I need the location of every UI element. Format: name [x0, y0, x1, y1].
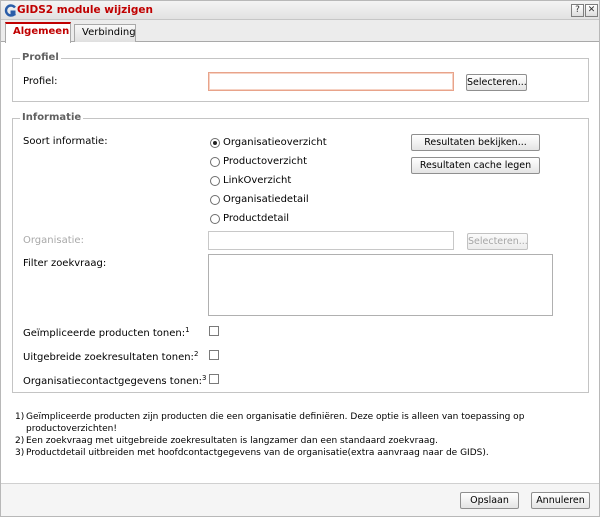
soort-informatie-label: Soort informatie:: [23, 136, 108, 147]
filter-zoekvraag-label: Filter zoekvraag:: [23, 258, 107, 269]
cancel-button[interactable]: Annuleren: [531, 492, 590, 509]
footnote-2: 2) Een zoekvraag met uitgebreide zoekresultaten is langzamer dan een standaard zoekvraag.: [15, 436, 438, 446]
radio-linkoverzicht[interactable]: [210, 176, 220, 186]
footnote-3: 3) Productdetail uitbreiden met hoofdcontactgegevens van de organisatie(extra aanvraag naar de GIDS).: [15, 448, 489, 458]
organisatie-select-button[interactable]: Selecteren...: [467, 233, 528, 250]
radio-productoverzicht[interactable]: [210, 157, 220, 167]
close-icon: ✕: [587, 5, 596, 15]
profiel-select-button[interactable]: Selecteren...: [466, 74, 527, 91]
check-label-uitgebreide: Uitgebreide zoekresultaten tonen:$^2$: [23, 350, 199, 363]
radio-organisatiedetail[interactable]: [210, 195, 220, 205]
save-button[interactable]: Opslaan: [460, 492, 519, 509]
footnote-1: 1) Geïmpliceerde producten zijn producten die een organisatie definiëren. Deze optie is alleen van toepassing op productoverzichten!: [15, 412, 525, 434]
title-bar[interactable]: [1, 1, 599, 20]
check-label-contactgegevens: Organisatiecontactgegevens tonen:$^3$: [23, 374, 207, 387]
informatie-legend: Informatie: [22, 112, 82, 123]
tab-strip: [1, 20, 599, 42]
radio-label-organisatiedetail[interactable]: Organisatiedetail: [223, 194, 309, 205]
profiel-label: Profiel:: [23, 76, 58, 87]
footnotes: [15, 411, 590, 459]
profiel-legend: Profiel: [22, 52, 59, 63]
checkbox-contactgegevens[interactable]: [209, 374, 219, 384]
radio-organisatieoverzicht[interactable]: [210, 138, 220, 148]
filter-zoekvraag-textarea[interactable]: [208, 254, 553, 316]
help-icon: ?: [575, 5, 580, 15]
close-button[interactable]: [585, 4, 598, 17]
view-results-button[interactable]: Resultaten bekijken...: [411, 134, 540, 151]
checkbox-geimpliceerde[interactable]: [209, 326, 219, 336]
check-label-geimpliceerde: Geïmpliceerde producten tonen:$^1$: [23, 326, 190, 339]
profiel-input[interactable]: [208, 72, 454, 91]
tab-algemeen[interactable]: Algemeen: [5, 22, 71, 43]
help-button[interactable]: [571, 4, 584, 17]
radio-label-productdetail[interactable]: Productdetail: [223, 213, 290, 224]
organisatie-input[interactable]: [208, 231, 454, 250]
organisatie-label: Organisatie:: [23, 235, 84, 246]
tab-verbinding[interactable]: Verbinding: [74, 24, 136, 42]
radio-label-linkoverzicht[interactable]: LinkOverzicht: [223, 175, 292, 186]
gids-logo-icon: [4, 4, 17, 17]
dialog-title: GIDS2 module wijzigen: [17, 4, 154, 16]
dialog-footer: [1, 483, 599, 516]
clear-cache-button[interactable]: Resultaten cache legen: [411, 157, 540, 174]
checkbox-uitgebreide[interactable]: [209, 350, 219, 360]
radio-label-productoverzicht[interactable]: Productoverzicht: [223, 156, 308, 167]
radio-productdetail[interactable]: [210, 214, 220, 224]
radio-label-organisatieoverzicht[interactable]: Organisatieoverzicht: [223, 137, 327, 148]
